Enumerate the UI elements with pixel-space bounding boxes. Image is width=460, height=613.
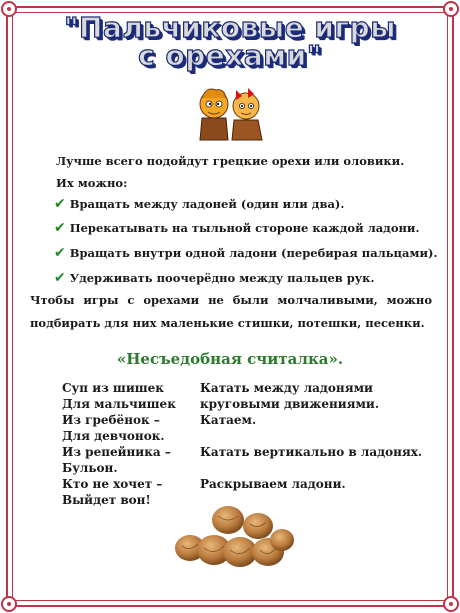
check-icon: ✔ [54,220,66,236]
rhyme-line: Для мальчишек [62,397,176,411]
kids-illustration [192,82,270,144]
rhyme-line: Суп из шишек [62,381,164,395]
boy-figure [200,89,228,140]
list-item [54,270,374,286]
action-line: Катать между ладонями [200,381,373,395]
rhyme-line: Бульон. [62,461,118,475]
girl-figure [232,88,262,140]
can-label: Их можно: [56,176,128,190]
rhyme-line: Из гребёнок – [62,413,160,427]
check-icon: ✔ [54,196,66,212]
action-line: Раскрываем ладони. [200,477,346,491]
note-line1: Чтобы игры с орехами не были молчаливыми, можно [30,293,432,307]
intro-text: Лучше всего подойдут грецкие орехи или оловики. [56,154,405,168]
rhyme-line: Кто не хочет – [62,477,163,491]
list-item-text: Перекатывать на тыльной стороне каждой ладони. [69,221,420,235]
note-line2: подбирать для них маленькие стишки, потешки, песенки. [30,316,425,330]
corner-ornament-icon [1,596,17,612]
check-icon: ✔ [54,270,66,286]
action-line: Катаем. [200,413,257,427]
action-line [200,460,422,476]
page-title-line1: "Пальчиковые игры [63,11,397,44]
page-title-line2: с орехами" [138,39,322,72]
rhyme-line: Для девчонок. [62,429,165,443]
action-line: круговыми движениями. [200,397,380,411]
check-icon: ✔ [54,245,66,261]
list-item [54,245,437,261]
action-line: Катать вертикально в ладонях. [200,445,423,459]
rhyme-line: Из репейника – [62,445,171,459]
list-item-text: Удерживать поочерёдно между пальцев рук. [69,271,375,285]
rhyme-title: «Несъедобная считалка». [116,350,344,368]
list-item-text: Вращать между ладоней (один или два). [69,197,345,211]
list-item [54,196,344,212]
corner-ornament-icon [443,596,459,612]
rhyme-line: Выйдет вон! [62,493,151,507]
rhyme-left-column [62,380,176,508]
rhyme-right-column [200,380,422,508]
action-line [200,428,422,444]
walnuts-illustration [170,500,300,580]
list-item [54,220,419,236]
list-item-text: Вращать внутри одной ладони (перебирая пальцами). [69,246,438,260]
